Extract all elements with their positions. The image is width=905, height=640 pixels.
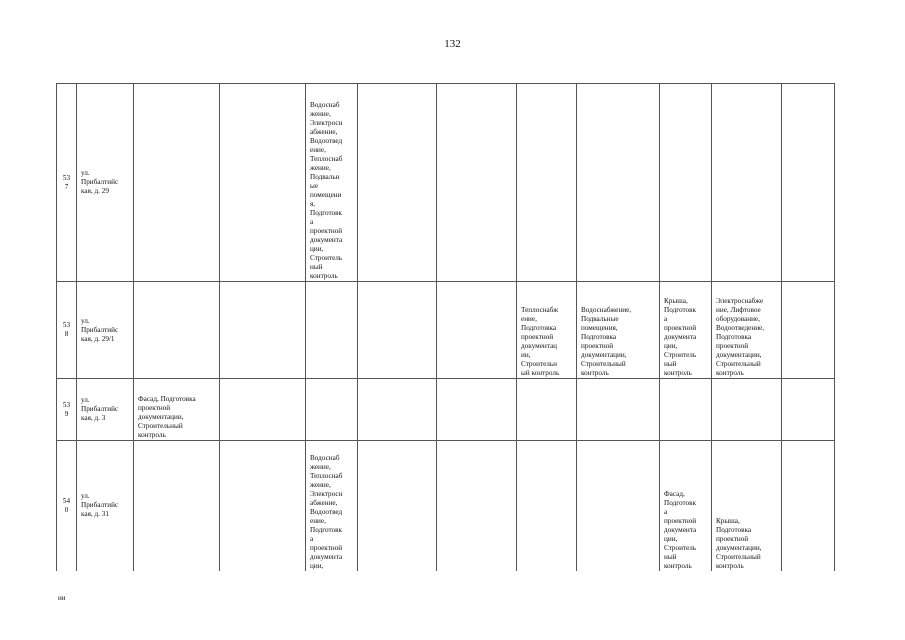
- table-cell: [577, 84, 660, 282]
- table-cell: [358, 379, 437, 441]
- table-cell: [134, 441, 220, 571]
- table-row: [57, 282, 835, 379]
- table-cell: [577, 441, 660, 571]
- table-cell: [517, 441, 577, 571]
- table-cell: [437, 282, 517, 379]
- table-cell: [437, 441, 517, 571]
- table-cell: [517, 84, 577, 282]
- row-number: 53 8: [57, 282, 77, 379]
- table-cell: [660, 84, 712, 282]
- table-cell: [577, 379, 660, 441]
- page-number: 132: [444, 38, 461, 50]
- table-cell: [782, 84, 835, 282]
- table-cell: [782, 379, 835, 441]
- table-cell: Электроснабже ние, Лифтовое оборудование, Водоотведение, Подготовка проектной документации, Строительный контроль: [712, 282, 782, 379]
- table-cell: [517, 379, 577, 441]
- table-cell: Водоснаб жение, Электросн абжение, Водоотвед ение, Теплоснаб жение, Подвальн ые помещени я, Подготовк а проектной документа ции, Строитель ный контроль: [306, 84, 358, 282]
- row-number: 53 7: [57, 84, 77, 282]
- row-number: 54 0: [57, 441, 77, 571]
- table-cell: Водоснабжение, Подвальные помещения, Подготовка проектной документации, Строительный контроль: [577, 282, 660, 379]
- table-row: [57, 379, 835, 441]
- table-cell: [660, 379, 712, 441]
- table-cell: [782, 441, 835, 571]
- table-cell: [220, 84, 306, 282]
- row-address: ул. Прибалтийс кая, д. 31: [77, 441, 134, 571]
- table-row: [57, 441, 835, 571]
- footer-mark: ии: [58, 594, 66, 602]
- table-cell: Водоснаб жение, Теплоснаб жение, Электросн абжение, Водоотвед ение, Подготовк а проектной документа ции,: [306, 441, 358, 571]
- table-cell: [306, 282, 358, 379]
- table-cell: Фасад, Подготовка проектной документации, Строительный контроль: [134, 379, 220, 441]
- table-cell: [220, 441, 306, 571]
- table-cell: [134, 282, 220, 379]
- row-number: 53 9: [57, 379, 77, 441]
- works-table: [56, 83, 835, 571]
- table-cell: Крыша, Подготовк а проектной документа ции, Строитель ный контроль: [660, 282, 712, 379]
- table-cell: Фасад, Подготовк а проектной документа ции, Строитель ный контроль: [660, 441, 712, 571]
- row-address: ул. Прибалтийс кая, д. 3: [77, 379, 134, 441]
- row-address: ул. Прибалтийс кая, д. 29: [77, 84, 134, 282]
- table-cell: [358, 84, 437, 282]
- table-cell: [358, 441, 437, 571]
- table-row: [57, 84, 835, 282]
- table-cell: [437, 379, 517, 441]
- table-cell: Теплоснабж ение, Подготовка проектной документац ии, Строительн ый контроль: [517, 282, 577, 379]
- table-cell: [306, 379, 358, 441]
- table-cell: [134, 84, 220, 282]
- table-cell: [782, 282, 835, 379]
- table-cell: [712, 379, 782, 441]
- table-cell: Крыша, Подготовка проектной документации, Строительный контроль: [712, 441, 782, 571]
- table-cell: [220, 282, 306, 379]
- table-cell: [712, 84, 782, 282]
- table-cell: [220, 379, 306, 441]
- table-cell: [358, 282, 437, 379]
- row-address: ул. Прибалтийс кая, д. 29/1: [77, 282, 134, 379]
- table-cell: [437, 84, 517, 282]
